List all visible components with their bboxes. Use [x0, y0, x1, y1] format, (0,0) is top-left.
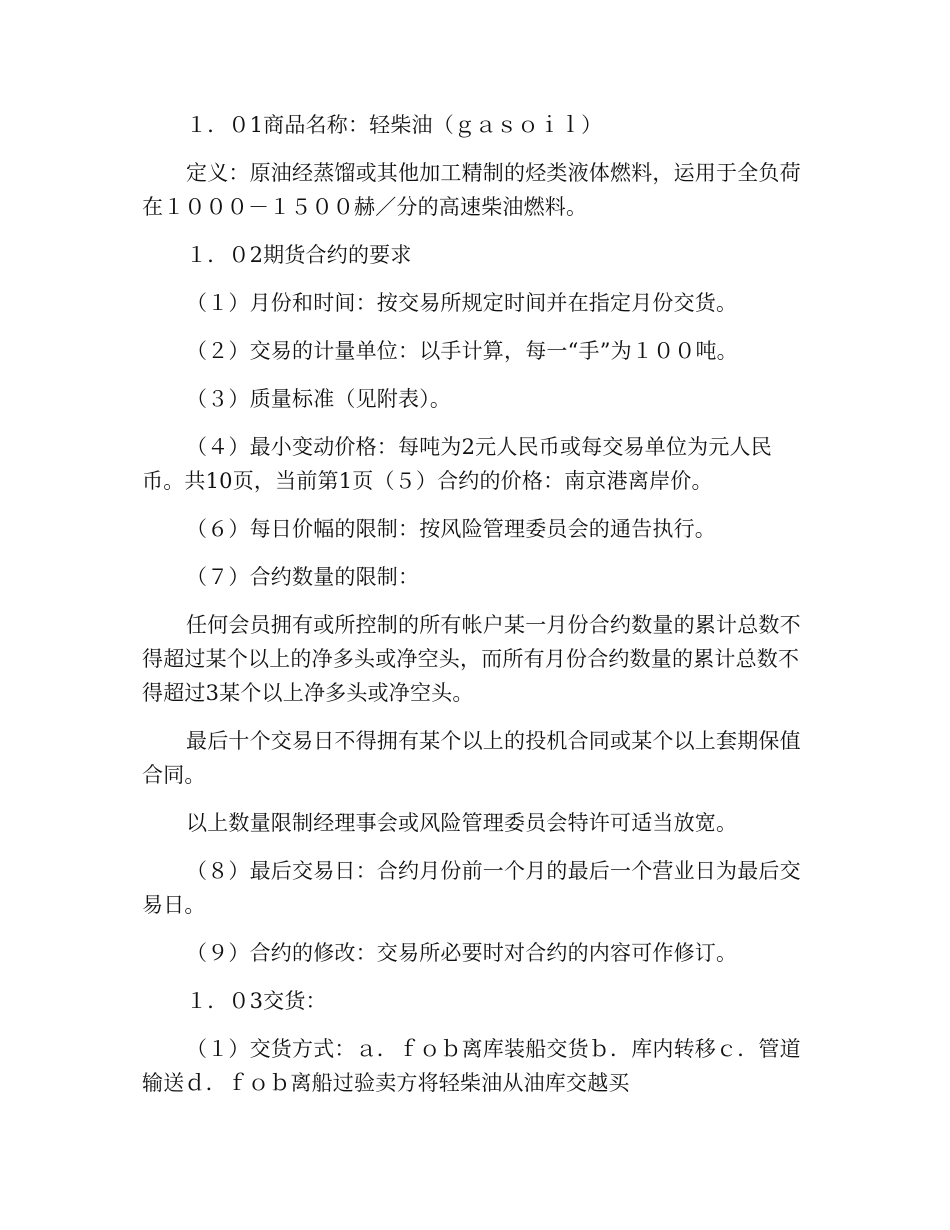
clause-minimum-price-change: （４）最小变动价格：每吨为2元人民币或每交易单位为元人民币。共10页，当前第1页（５）合约的价格：南京港离岸价。: [142, 435, 772, 493]
position-limit-detail-paragraph: 任何会员拥有或所控制的所有帐户某一月份合约数量的累计总数不得超过某个以上的净多头或净空头，而所有月份合约数量的累计总数不得超过3某个以上净多头或净空头。: [142, 613, 801, 705]
clause-trading-unit: （２）交易的计量单位：以手计算，每一“手”为１００吨。: [186, 339, 738, 363]
limit-relaxation-paragraph: 以上数量限制经理事会或风险管理委员会特许可适当放宽。: [186, 811, 738, 835]
clause-last-trading-day: （８）最后交易日：合约月份前一个月的最后一个营业日为最后交易日。: [142, 859, 801, 917]
clause-contract-amendment: （９）合约的修改：交易所必要时对合约的内容可作修订。: [186, 941, 738, 965]
clause-month-and-time: （１）月份和时间：按交易所规定时间并在指定月份交货。: [186, 291, 738, 315]
clause-delivery-method: （１）交货方式：ａ．ｆｏｂ离库装船交货ｂ．库内转移ｃ．管道输送ｄ．ｆｏｂ离船过验卖方将轻柴油从油库交越买: [142, 1037, 801, 1095]
last-ten-days-paragraph: 最后十个交易日不得拥有某个以上的投机合同或某个以上套期保值合同。: [142, 729, 801, 787]
section-heading-contract-requirements: １．０2期货合约的要求: [186, 243, 412, 267]
section-heading-product-name: １．０1商品名称：轻柴油（ｇａｓｏｉｌ）: [186, 113, 603, 137]
clause-quality-standard: （３）质量标准（见附表）。: [186, 387, 452, 411]
clause-position-limit: （７）合约数量的限制：: [186, 565, 420, 589]
section-heading-delivery: １．０3交货：: [186, 989, 327, 1013]
clause-daily-price-limit: （６）每日价幅的限制：按风险管理委员会的通告执行。: [186, 517, 716, 541]
definition-paragraph: 定义：原油经蒸馏或其他加工精制的烃类液体燃料，运用于全负荷在１０００－１５００赫／分的高速柴油燃料。: [142, 161, 801, 219]
document-body: [142, 108, 810, 1114]
